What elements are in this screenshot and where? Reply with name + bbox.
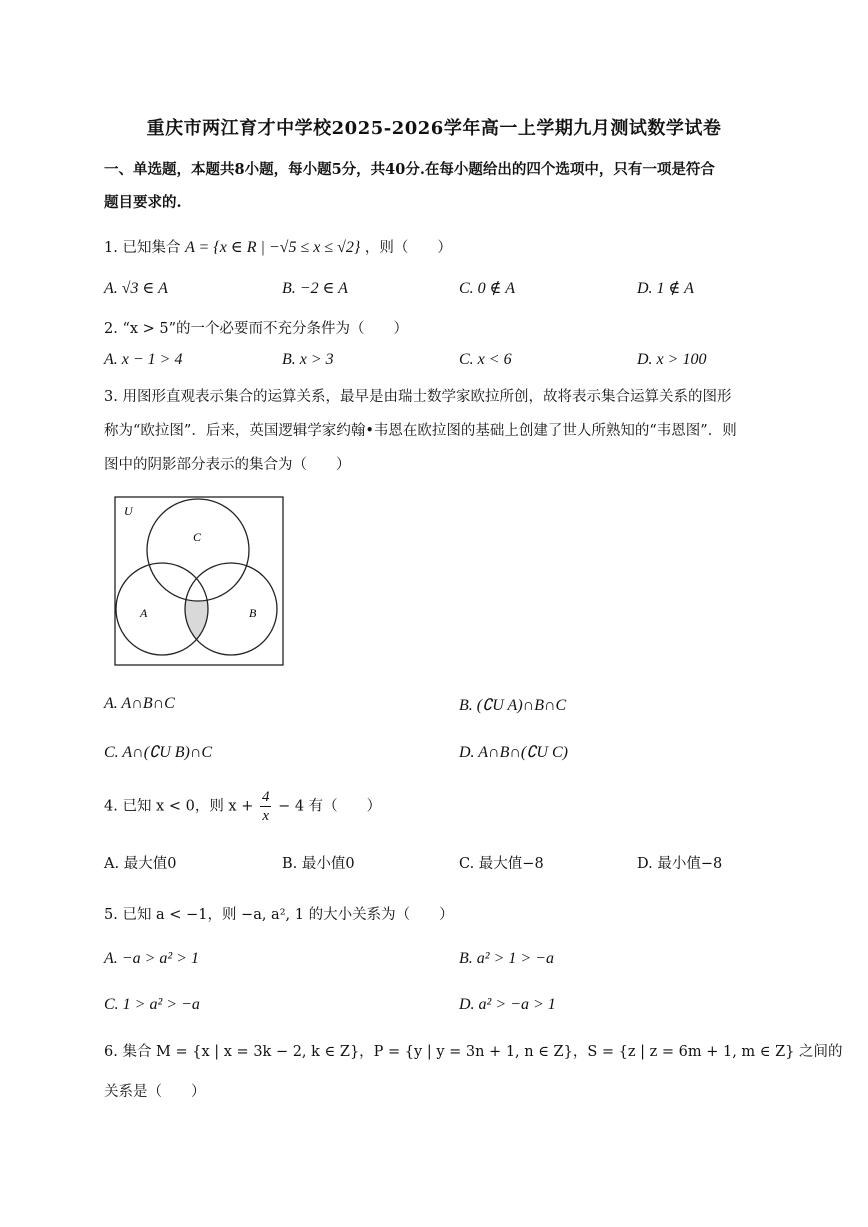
q4-fraction-numerator: 4 <box>261 789 270 805</box>
q5-option-b[interactable]: B. a² > 1 > −a <box>459 950 554 967</box>
q4-fraction <box>260 788 272 825</box>
q1-option-d[interactable]: D. 1 ∉ A <box>637 280 694 297</box>
venn-diagram <box>114 496 284 666</box>
page-title: 重庆市两江育才中学校2025-2026学年高一上学期九月测试数学试卷 <box>146 118 722 139</box>
q1-prefix: 1. 已知集合 <box>104 240 181 256</box>
q2-option-d[interactable]: D. x > 100 <box>637 351 707 368</box>
q1-option-c[interactable]: C. 0 ∉ A <box>459 280 515 297</box>
q3-option-b[interactable]: B. (∁U A)∩B∩C <box>459 697 567 714</box>
q2-option-a[interactable]: A. x − 1 > 4 <box>104 351 183 368</box>
q5-option-c[interactable]: C. 1 > a² > −a <box>104 996 200 1013</box>
q3-option-c[interactable]: C. A∩(∁U B)∩C <box>104 744 213 761</box>
q4-fraction-denominator: x <box>262 808 270 824</box>
q1-option-b[interactable]: B. −2 ∈ A <box>282 280 348 297</box>
label-a: A <box>140 606 148 620</box>
section-heading-line2: 题目要求的. <box>104 194 182 211</box>
question-5: 5. 已知 a < −1，则 −a, a², 1 的大小关系为（ ） <box>104 907 454 923</box>
q4-option-c[interactable]: C. 最大值−8 <box>459 856 544 872</box>
q5-option-d[interactable]: D. a² > −a > 1 <box>459 996 556 1013</box>
question-6-line1: 6. 集合 M = {x | x = 3k − 2, k ∈ Z}，P = {y | y = 3n + 1, n ∈ Z}，S = {z | z = 6m + 1, m ∈ Z} 之间的 <box>104 1044 843 1060</box>
question-2: 2. “x > 5”的一个必要而不充分条件为（ ） <box>104 321 409 337</box>
q4-option-a[interactable]: A. 最大值0 <box>104 856 177 872</box>
label-c: C <box>193 530 202 544</box>
q4-prefix: 4. 已知 x < 0，则 x + <box>104 798 254 815</box>
q4-suffix: − 4 有（ ） <box>278 798 382 815</box>
q3-option-d[interactable]: D. A∩B∩(∁U C) <box>459 744 568 761</box>
question-3-line2: 称为“欧拉图”．后来，英国逻辑学家约翰•韦恩在欧拉图的基础上创建了世人所熟知的“韦恩图”．则 <box>104 423 737 439</box>
question-6-line2: 关系是（ ） <box>104 1084 206 1100</box>
q1-suffix: ，则（ ） <box>364 240 452 256</box>
q4-option-b[interactable]: B. 最小值0 <box>282 856 355 872</box>
section-heading-line1: 一、单选题，本题共8小题，每小题5分，共40分.在每小题给出的四个选项中，只有一项是符合 <box>104 161 715 178</box>
question-4 <box>104 788 381 825</box>
q1-set-expression: A = {x ∈ R | −√5 ≤ x ≤ √2} <box>185 239 361 256</box>
question-1 <box>104 236 452 257</box>
q1-option-a[interactable]: A. √3 ∈ A <box>104 280 168 297</box>
label-u: U <box>124 504 133 518</box>
question-3-line1: 3. 用图形直观表示集合的运算关系，最早是由瑞士数学家欧拉所创，故将表示集合运算关系的图形 <box>104 389 732 405</box>
q2-option-b[interactable]: B. x > 3 <box>282 351 334 368</box>
q4-option-d[interactable]: D. 最小值−8 <box>637 856 723 872</box>
question-3-line3: 图中的阴影部分表示的集合为（ ） <box>104 457 351 473</box>
q5-option-a[interactable]: A. −a > a² > 1 <box>104 950 199 967</box>
label-b: B <box>249 606 257 620</box>
q3-option-a[interactable]: A. A∩B∩C <box>104 695 175 712</box>
q2-option-c[interactable]: C. x < 6 <box>459 351 512 368</box>
